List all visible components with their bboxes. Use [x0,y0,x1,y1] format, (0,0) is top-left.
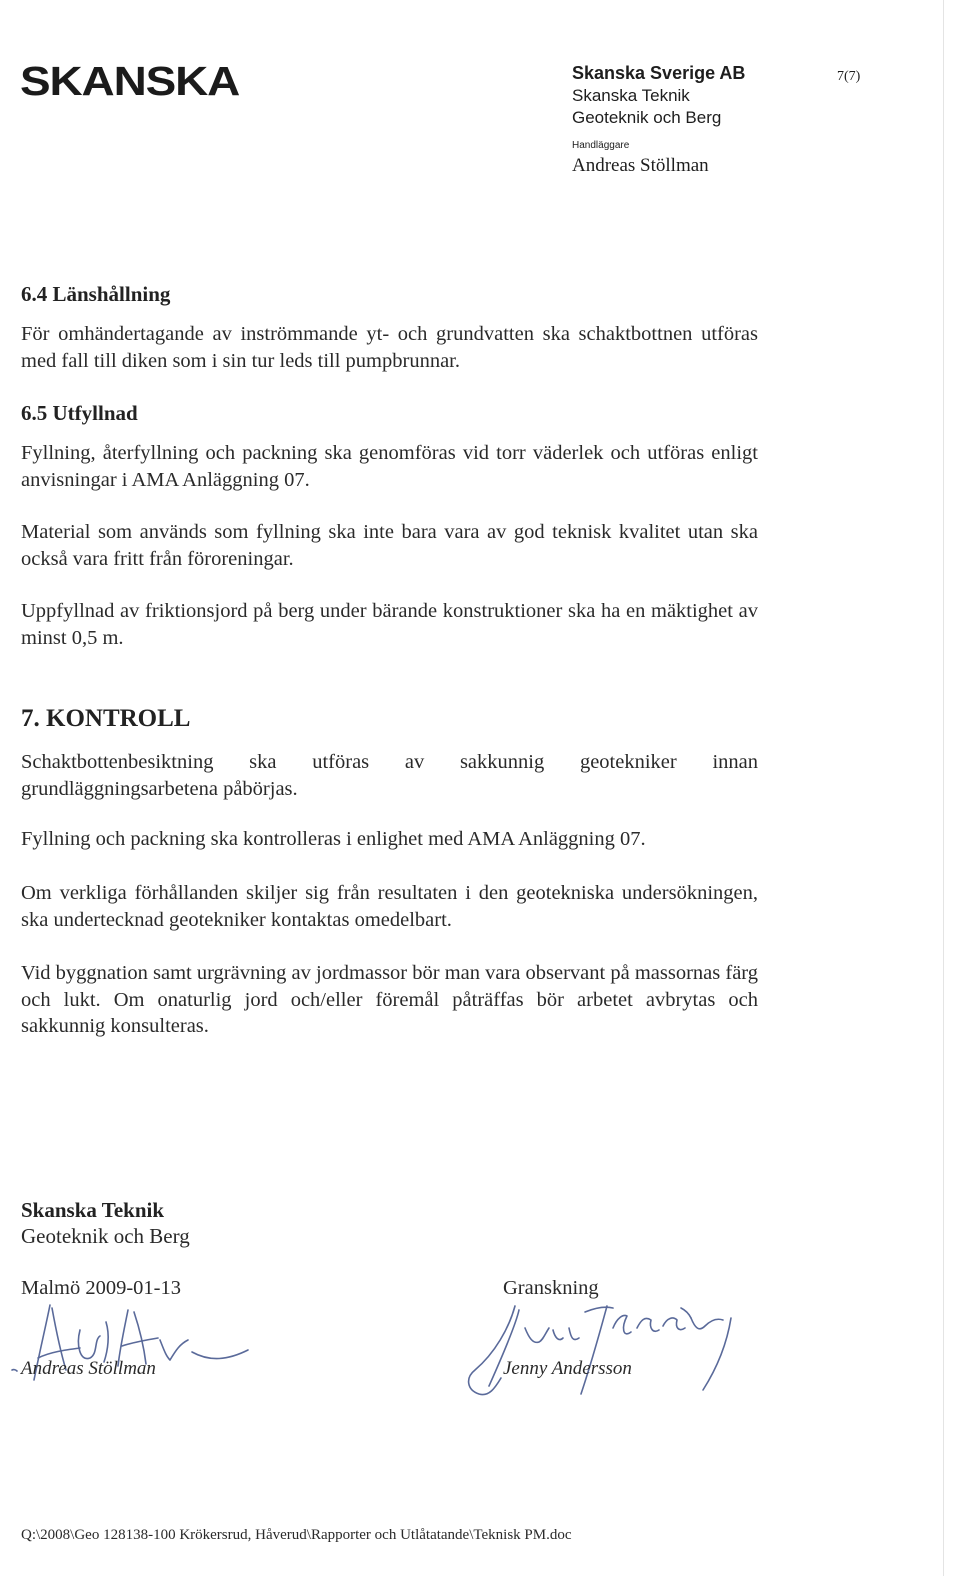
section-7-heading: 7. KONTROLL [21,705,191,732]
header-department: Skanska Teknik [572,86,690,105]
scan-edge-line [943,0,944,1576]
section-6-5-paragraph-1: Fyllning, återfyllning och packning ska genomföras vid torr väderlek och utföras enligt anvisningar i AMA Anläggning 07. [21,442,758,491]
header-handler-label: Handläggare [572,140,630,151]
review-label: Granskning [503,1277,599,1299]
reviewer-name: Jenny Andersson [503,1358,632,1379]
section-7-paragraph-3: Om verkliga förhållanden skiljer sig från resultaten i den geotekniska undersökningen, ska undertecknad geotekniker kontaktas omedelbart. [21,882,758,931]
section-7-paragraph-2: Fyllning och packning ska kontrolleras i enlighet med AMA Anläggning 07. [21,828,646,850]
header-handler-name: Andreas Stöllman [572,155,709,176]
signature-org: Skanska Teknik [21,1198,165,1222]
header-company: Skanska Sverige AB [572,63,746,83]
signer-name: Andreas Stöllman [21,1358,156,1379]
section-6-5-paragraph-3: Uppfyllnad av friktionsjord på berg under bärande konstruktioner ska ha en mäktighet av minst 0,5 m. [21,600,758,649]
section-6-4-heading: 6.4 Länshållning [21,282,171,306]
section-6-5-paragraph-2: Material som används som fyllning ska inte bara vara av god teknisk kvalitet utan ska också vara fritt från föroreningar. [21,521,758,570]
header-unit: Geoteknik och Berg [572,108,722,127]
signature-unit: Geoteknik och Berg [21,1224,190,1248]
section-6-5-heading: 6.5 Utfyllnad [21,401,138,425]
page-number: 7(7) [837,69,861,84]
section-7-paragraph-1: Schaktbottenbesiktning ska utföras av sakkunnig geotekniker innan grundläggningsarbetena påbörjas. [21,751,758,800]
section-7-paragraph-4: Vid byggnation samt urgrävning av jordmassor bör man vara observant på massornas färg och lukt. Om onaturlig jord och/eller föremål påträffas bör arbetet avbrytas och sakkunnig konsulteras. [21,962,758,1037]
skanska-logo: SKANSKA [20,58,240,104]
reviewer-handwritten-signature [455,1298,745,1408]
signature-place-date: Malmö 2009-01-13 [21,1277,181,1299]
footer-file-path: Q:\2008\Geo 128138-100 Krökersrud, Håverud\Rapporter och Utlåtatande\Teknisk PM.doc [21,1527,572,1543]
section-6-4-paragraph-1: För omhändertagande av inströmmande yt- och grundvatten ska schaktbottnen utföras med fall till diken som i sin tur leds till pumpbrunnar. [21,323,758,372]
